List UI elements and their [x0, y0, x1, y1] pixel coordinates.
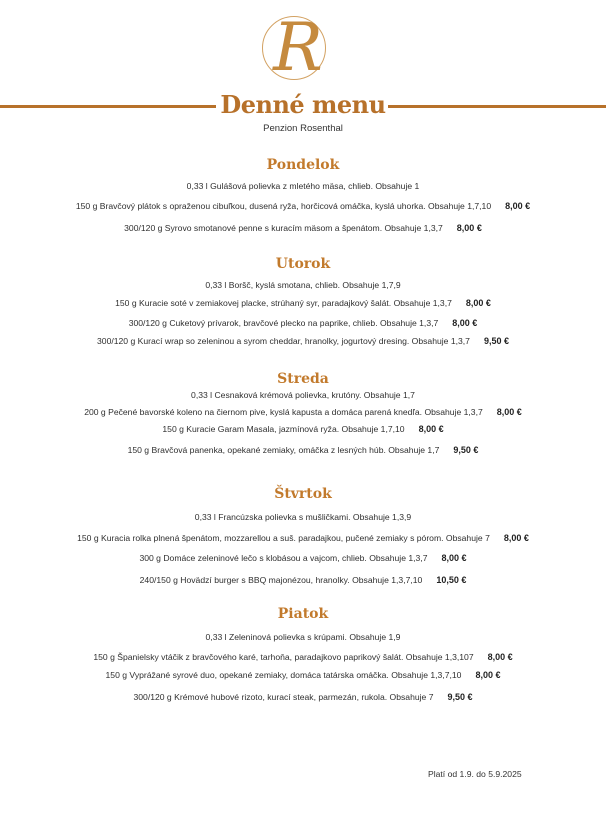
- menu-item-text: 200 g Pečené bavorské koleno na čiernom pive, kyslá kapusta a domáca parená knedľa. Obsahuje 1,3,7: [84, 407, 483, 417]
- menu-item: [0, 445, 606, 455]
- day-heading-utorok: Utorok: [275, 256, 331, 272]
- menu-item: [0, 407, 606, 417]
- validity-note: Platí od 1.9. do 5.9.2025: [428, 769, 522, 779]
- menu-item-price: 8,00 €: [487, 652, 513, 662]
- menu-item-text: 0,33 l Gulášová polievka z mletého mäsa, chlieb. Obsahuje 1: [186, 181, 420, 191]
- menu-item: [0, 692, 606, 702]
- menu-item-price: 8,00 €: [505, 201, 531, 211]
- page-subtitle: Penzion Rosenthal: [263, 123, 343, 134]
- menu-item-price: 8,00 €: [456, 223, 482, 233]
- menu-item: [0, 336, 606, 346]
- menu-item: [0, 201, 606, 211]
- menu-item-text: 150 g Bravčový plátok s opraženou cibuľkou, dusená ryža, horčicová omáčka, kyslá uhorka. Obsahuje 1,7,10: [75, 201, 492, 211]
- menu-item: [0, 280, 606, 290]
- menu-item-price: 8,00 €: [452, 318, 478, 328]
- menu-item-price: 8,00 €: [503, 533, 529, 543]
- menu-item: [0, 223, 606, 233]
- menu-item: [0, 298, 606, 308]
- menu-item-price: 8,00 €: [441, 553, 467, 563]
- menu-item: [0, 632, 606, 642]
- logo: [258, 9, 338, 86]
- day-heading-pondelok: Pondelok: [266, 157, 340, 173]
- menu-item: [0, 670, 606, 680]
- menu-item-text: 300/120 g Kurací wrap so zeleninou a syrom cheddar, hranolky, jogurtový dresing. Obsahuje 1,3,7: [97, 336, 470, 346]
- menu-item-text: 0,33 l Francúzska polievka s mušličkami. Obsahuje 1,3,9: [194, 512, 412, 522]
- menu-item-text: 150 g Kuracie Garam Masala, jazmínová ryža. Obsahuje 1,7,10: [162, 424, 405, 434]
- day-heading-streda: Streda: [277, 371, 329, 387]
- menu-item: [0, 553, 606, 563]
- menu-item-price: 9,50 €: [483, 336, 509, 346]
- menu-item-text: 150 g Bravčová panenka, opekané zemiaky, omáčka z lesných húb. Obsahuje 1,7: [127, 445, 440, 455]
- menu-item-text: 300/120 g Syrovo smotanové penne s kuracím mäsom a špenátom. Obsahuje 1,3,7: [124, 223, 443, 233]
- menu-item-text: 150 g Španielsky vtáčik z bravčového karé, tarhoňa, paradajkovo paprikový šalát. Obsahuje 1,3,107: [93, 652, 474, 662]
- menu-item-text: 240/150 g Hovädzí burger s BBQ majonézou, hranolky. Obsahuje 1,3,7,10: [139, 575, 423, 585]
- menu-item: [0, 512, 606, 522]
- menu-item: [0, 390, 606, 400]
- menu-item-price: 8,00 €: [465, 298, 491, 308]
- menu-item: [0, 575, 606, 585]
- menu-item-text: 0,33 l Zeleninová polievka s krúpami. Obsahuje 1,9: [205, 632, 401, 642]
- menu-item: [0, 181, 606, 191]
- menu-item-text: 300/120 g Cuketový prívarok, bravčové plecko na paprike, chlieb. Obsahuje 1,3,7: [128, 318, 439, 328]
- menu-item-price: 8,00 €: [475, 670, 501, 680]
- menu-item: [0, 533, 606, 543]
- menu-item-price: 8,00 €: [418, 424, 444, 434]
- day-heading-piatok: Piatok: [277, 606, 329, 622]
- logo-letter: R: [273, 9, 323, 86]
- menu-item: [0, 424, 606, 434]
- menu-item-price: 10,50 €: [436, 575, 467, 585]
- menu-item: [0, 318, 606, 328]
- menu-item-text: 0,33 l Cesnaková krémová polievka, krutóny. Obsahuje 1,7: [191, 390, 415, 400]
- menu-item-price: 9,50 €: [447, 692, 473, 702]
- menu-item-price: 8,00 €: [496, 407, 522, 417]
- menu-item-price: 9,50 €: [453, 445, 479, 455]
- day-heading-stvrtok: Štvrtok: [274, 486, 332, 502]
- menu-item-text: 150 g Kuracie soté v zemiakovej placke, strúhaný syr, paradajkový šalát. Obsahuje 1,3,7: [115, 298, 452, 308]
- menu-item-text: 0,33 l Boršč, kyslá smotana, chlieb. Obsahuje 1,7,9: [205, 280, 401, 290]
- menu-item-text: 150 g Kuracia rolka plnená špenátom, mozzarellou a suš. paradajkou, pučené zemiaky s pórom. Obsahuje 7: [77, 533, 490, 543]
- page-title: Denné menu: [220, 90, 386, 119]
- menu-item: [0, 652, 606, 662]
- menu-item-text: 300/120 g Krémové hubové rizoto, kurací steak, parmezán, rukola. Obsahuje 7: [133, 692, 434, 702]
- menu-item-text: 300 g Domáce zeleninové lečo s klobásou a vajcom, chlieb. Obsahuje 1,3,7: [139, 553, 428, 563]
- menu-item-text: 150 g Vyprážané syrové duo, opekané zemiaky, domáca tatárska omáčka. Obsahuje 1,3,7,10: [105, 670, 462, 680]
